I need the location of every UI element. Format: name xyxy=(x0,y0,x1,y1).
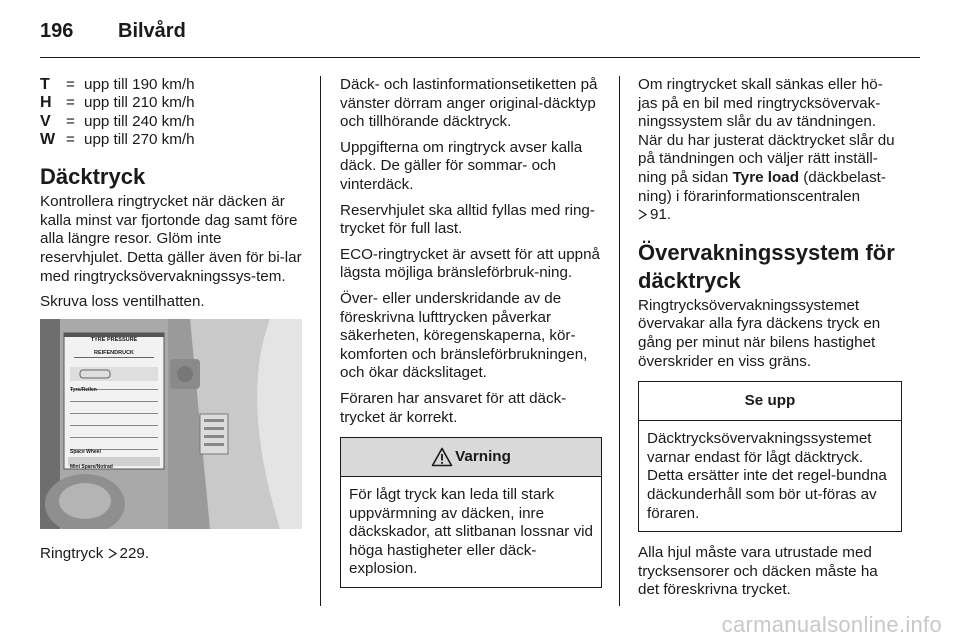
column-divider-2 xyxy=(619,76,620,606)
paragraph: Alla hjul måste vara utrustade med trycksensorer och däcken måste ha det föreskrivna trycket. xyxy=(638,544,878,599)
caution-box xyxy=(638,381,902,532)
speed-rating-row xyxy=(40,131,195,149)
label-row-text: Tyre/Reifen xyxy=(70,386,97,393)
paragraph: Däck- och lastinformationsetiketten på vänster dörram anger original-däcktyp och tillhörande däcktryck. xyxy=(340,76,598,131)
paragraph: Reservhjulet ska alltid fyllas med ring-trycket för full last. xyxy=(340,201,595,238)
column-divider-1 xyxy=(320,76,321,606)
warning-body: För lågt tryck kan leda till stark uppvärmning av däcken, inre däckskador, att slitbanan lossnar vid höga hastigheter eller däck-explosion. xyxy=(349,486,593,578)
label-title: TYRE PRESSURE xyxy=(90,336,138,343)
equals-sign: = xyxy=(66,112,75,130)
paragraph: Kontrollera ringtrycket när däcken är kalla minst var fjortonde dag samt före alla längre resor. Glöm inte reservhjulet. Detta gäller även för bi-lar med ringtrycksövervakningssys-tem. xyxy=(40,193,302,285)
column-3 xyxy=(638,76,902,607)
header-rule xyxy=(40,57,920,58)
paragraph-text: (däckbelast-ning) i förarinformationscentralen xyxy=(638,168,886,205)
menu-term-tyre-load: Tyre load xyxy=(732,168,799,186)
caution-body: Däcktrycksövervakningssystemet varnar endast för lågt däcktryck. Detta ersätter inte det regel-bundna däckunderhåll som bör ut-föras av föraren. xyxy=(647,430,887,522)
speed-rating-table xyxy=(40,76,195,149)
page-reference-icon xyxy=(638,209,647,220)
speed-rating-row xyxy=(40,113,195,131)
caution-box-header xyxy=(639,382,901,421)
equals-sign: = xyxy=(66,76,75,93)
caution-title: Se upp xyxy=(744,391,796,409)
warning-box-header xyxy=(341,438,601,477)
equals-sign: = xyxy=(66,94,75,112)
speed-limit: upp till 240 km/h xyxy=(84,112,195,130)
caption-page-ref[interactable]: 229. xyxy=(119,544,150,562)
page-header xyxy=(0,0,960,60)
column-2 xyxy=(340,76,602,600)
column-1 xyxy=(40,76,305,570)
speed-code: W xyxy=(40,130,56,148)
warning-box xyxy=(340,437,602,588)
paragraph: ECO-ringtrycket är avsett för att uppnå lägsta möjliga bränsleförbruk-ning. xyxy=(340,245,600,282)
speed-limit: upp till 210 km/h xyxy=(84,94,195,112)
paragraph: Uppgifterna om ringtryck avser kalla däck. De gäller för sommar- och vinterdäck. xyxy=(340,138,583,193)
caption-text: Ringtryck xyxy=(40,544,104,562)
speed-code: H xyxy=(40,94,52,112)
paragraph: Föraren har ansvaret för att däck-trycket är korrekt. xyxy=(340,389,567,426)
speed-code: T xyxy=(40,76,50,93)
speed-rating-row xyxy=(40,76,195,94)
label-subtitle: REIFENDRUCK xyxy=(93,349,135,356)
paragraph: Ringtrycksövervakningssystemet övervakar alla fyra däckens tryck en gång per minut när bilens hastighet överskrider en viss gräns. xyxy=(638,296,881,370)
watermark: carmanualsonline.info xyxy=(721,612,942,637)
photo-caption xyxy=(40,545,305,564)
label-row-text: Space Wheel xyxy=(70,448,101,455)
page-number: 196 xyxy=(40,20,74,42)
speed-limit: upp till 190 km/h xyxy=(84,76,195,93)
paragraph xyxy=(638,76,902,225)
speed-code: V xyxy=(40,112,51,130)
section-heading-tpms: Övervakningssystem för däcktryck xyxy=(638,239,895,293)
speed-rating-row xyxy=(40,94,195,112)
tire-pressure-label-photo xyxy=(40,319,302,529)
warning-triangle-icon xyxy=(431,447,453,467)
label-row-text: Mini Spare/Notrad xyxy=(70,463,113,470)
equals-sign: = xyxy=(66,130,75,148)
paragraph: Över- eller underskridande av de föreskrivna lufttrycken påverkar säkerheten, köregenskaperna, kör-komforten och bränsleförbrukningen, och ökar däckslitaget. xyxy=(340,289,588,382)
warning-title: Varning xyxy=(455,447,511,465)
label-header xyxy=(68,337,160,357)
page-ref[interactable]: 91. xyxy=(650,206,672,224)
page-title: Bilvård xyxy=(118,20,186,42)
paragraph: Skruva loss ventilhatten. xyxy=(40,293,205,311)
speed-limit: upp till 270 km/h xyxy=(84,130,195,148)
section-heading-tire-pressure: Däcktryck xyxy=(40,164,146,190)
page-reference-icon xyxy=(108,548,117,559)
paragraph-text: Om ringtrycket skall sänkas eller hö-jas på en bil med ringtrycksövervak-ningssystem slår du av tändningen. När du har justerat däcktrycket slår du på tändningen och väljer rätt inställ-ning på sidan xyxy=(638,76,895,186)
